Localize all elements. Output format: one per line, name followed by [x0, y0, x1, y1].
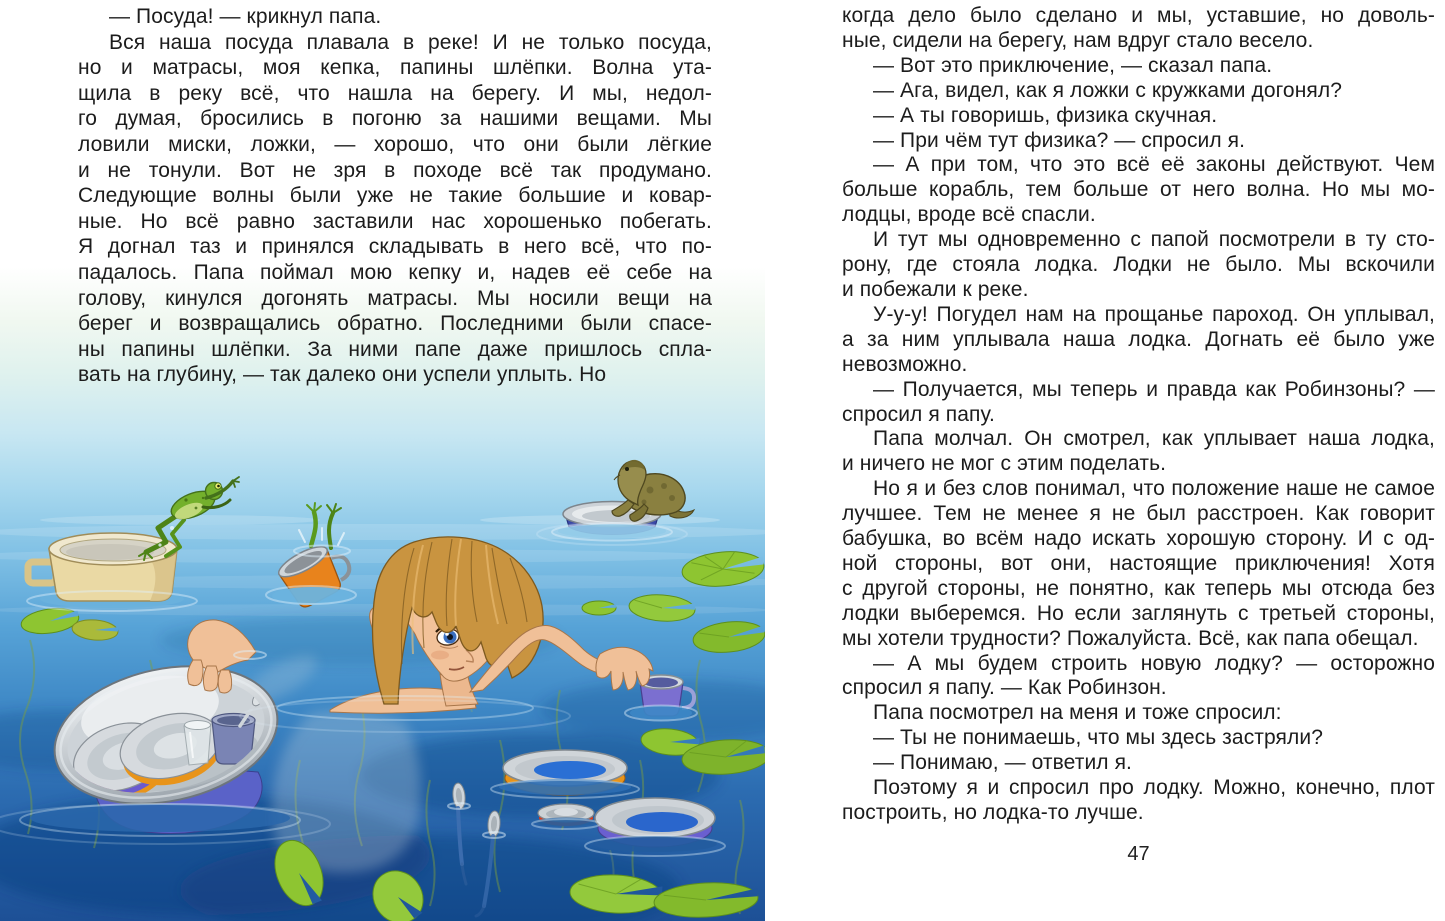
paragraph	[78, 30, 712, 388]
text-line: ные. Но всё равно заставили нас хорошенько побегать.	[78, 209, 712, 233]
text-line: лучшее. Тем не менее я не был расстроен. Как говорит	[842, 502, 1435, 526]
text-line: вать на глубину, — так далеко они успели уплыть. Но	[78, 363, 607, 387]
floating-bowl-orange	[499, 750, 631, 795]
text-line: невозможно.	[842, 352, 968, 376]
text-line: мы хотели трудности? Пожалуйста. Всё, как папа обещал.	[842, 626, 1419, 650]
floating-plate-purple	[593, 798, 717, 852]
text-line: — Посуда! — крикнул папа.	[109, 5, 382, 28]
text-line: — А при том, что это всё её законы действуют. Чем	[873, 153, 1435, 177]
text-line: го думая, бросились в погоню за нашими вещами. Мы	[78, 107, 712, 131]
paragraph	[842, 104, 1435, 129]
right-page-text	[842, 4, 1435, 826]
paragraph	[842, 751, 1435, 776]
paragraph	[842, 153, 1435, 228]
text-line: больше корабль, тем больше от него волна. Но мы мо-	[842, 178, 1435, 202]
paragraph	[842, 427, 1435, 477]
paragraph	[842, 652, 1435, 702]
text-line: спросил я папу. — Как Робинзон.	[842, 676, 1167, 700]
text-line: бабушка, во всём надо искать хорошую сторону. И с од-	[842, 527, 1435, 551]
text-line: — Ты не понимаешь, что мы здесь застряли?	[873, 726, 1323, 750]
text-line: с другой стороны, не понятно, как теперь мы отсюда без	[842, 576, 1435, 600]
text-line: Я догнал таз и принялся складывать в него всё, что по-	[78, 235, 712, 259]
text-line: построить, но лодка-то лучше.	[842, 801, 1144, 824]
text-line: ловили миски, ложки, — хорошо, что они были лёгкие	[78, 132, 712, 156]
text-line: — Получается, мы теперь и правда как Робинзоны? —	[873, 377, 1435, 401]
paragraph	[842, 79, 1435, 104]
text-line: — Ага, видел, как я ложки с кружками догонял?	[873, 78, 1343, 102]
basin-with-dishes	[30, 647, 290, 834]
page-number: 47	[1127, 843, 1150, 865]
text-line: ны папины шлёпки. За ними папе даже пришлось спла-	[78, 337, 712, 361]
paragraph	[842, 129, 1435, 154]
text-line: и не тонули. Вот не зря в походе всё так продумано.	[78, 158, 712, 182]
text-line: — А мы будем строить новую лодку? — осторожно	[873, 651, 1435, 675]
text-line: Но я и без слов понимал, что положение наше не самое	[873, 477, 1435, 501]
text-line: Вся наша посуда плавала в реке! И не только посуда,	[109, 30, 712, 54]
text-line: ные, сидели на берегу, нам вдруг стало весело.	[842, 28, 1314, 52]
lily-pad-icon	[628, 593, 696, 624]
text-line: — Вот это приключение, — сказал папа.	[873, 53, 1273, 77]
lily-pad-icon	[692, 618, 765, 655]
turtle-on-dish	[558, 460, 694, 538]
paragraph	[842, 477, 1435, 651]
drinking-glass-icon	[184, 724, 211, 765]
paragraph	[842, 4, 1435, 54]
text-line: спросил я папу.	[842, 402, 995, 426]
text-line: И тут мы одновременно с папой посмотрели в ту сто-	[873, 228, 1435, 252]
text-line: лодки выберемся. Но если заглянуть с третьей стороны,	[842, 601, 1435, 625]
text-line: а за ним уплывала наша лодка. Догнать её было уже	[842, 327, 1435, 351]
text-line: падалось. Папа поймал мою кепку и, надев её себе на	[78, 260, 712, 284]
text-line: берег и возвращались обратно. Последними были спасе-	[78, 312, 712, 336]
lily-pad-icon	[71, 618, 119, 642]
floating-plate-red	[536, 804, 596, 827]
text-line: лодцы, вроде всё спасли.	[842, 203, 1096, 227]
lily-pad-icon	[582, 601, 616, 615]
text-line: — При чём тут физика? — спросил я.	[873, 128, 1246, 152]
text-line: и ничего не мог с этим поделать.	[842, 452, 1167, 476]
right-page	[765, 0, 1445, 921]
text-line: Папа молчал. Он смотрел, как уплывает наша лодка,	[873, 427, 1435, 451]
text-line: — А ты говоришь, физика скучная.	[873, 103, 1218, 127]
text-line: рону, где стояла лодка. Лодки не было. Мы вскочили	[842, 253, 1435, 277]
text-line: Следующие волны были уже не такие большие и ковар-	[78, 184, 712, 208]
paragraph	[842, 701, 1435, 726]
paragraph	[842, 726, 1435, 751]
paragraph	[842, 54, 1435, 79]
text-line: Папа посмотрел на меня и тоже спросил:	[873, 701, 1282, 725]
text-line: Поэтому я и спросил про лодку. Можно, конечно, плот	[873, 776, 1435, 800]
paragraph	[842, 776, 1435, 826]
text-line: голову, кинулся догонять матрасы. Мы носили вещи на	[78, 286, 712, 310]
text-line: ной стороны, вот они, настоящие приключения! Хотя	[842, 551, 1435, 575]
paragraph	[842, 228, 1435, 303]
text-line: щила в реку всё, что нашла на берегу. И мы, недол-	[78, 81, 712, 105]
paragraph	[842, 303, 1435, 378]
paragraph	[842, 378, 1435, 428]
text-line: У-у-у! Погудел нам на прощанье пароход. Он уплывал,	[873, 302, 1435, 326]
text-line: — Понимаю, — ответил я.	[873, 751, 1132, 775]
text-line: и побежали к реке.	[842, 277, 1029, 301]
text-line: но и матрасы, моя кепка, папины шлёпки. Волна ута-	[78, 56, 712, 80]
paragraph	[78, 4, 712, 30]
left-page-text	[78, 4, 712, 388]
text-line: когда дело было сделано и мы, уставшие, но доволь-	[842, 4, 1435, 27]
